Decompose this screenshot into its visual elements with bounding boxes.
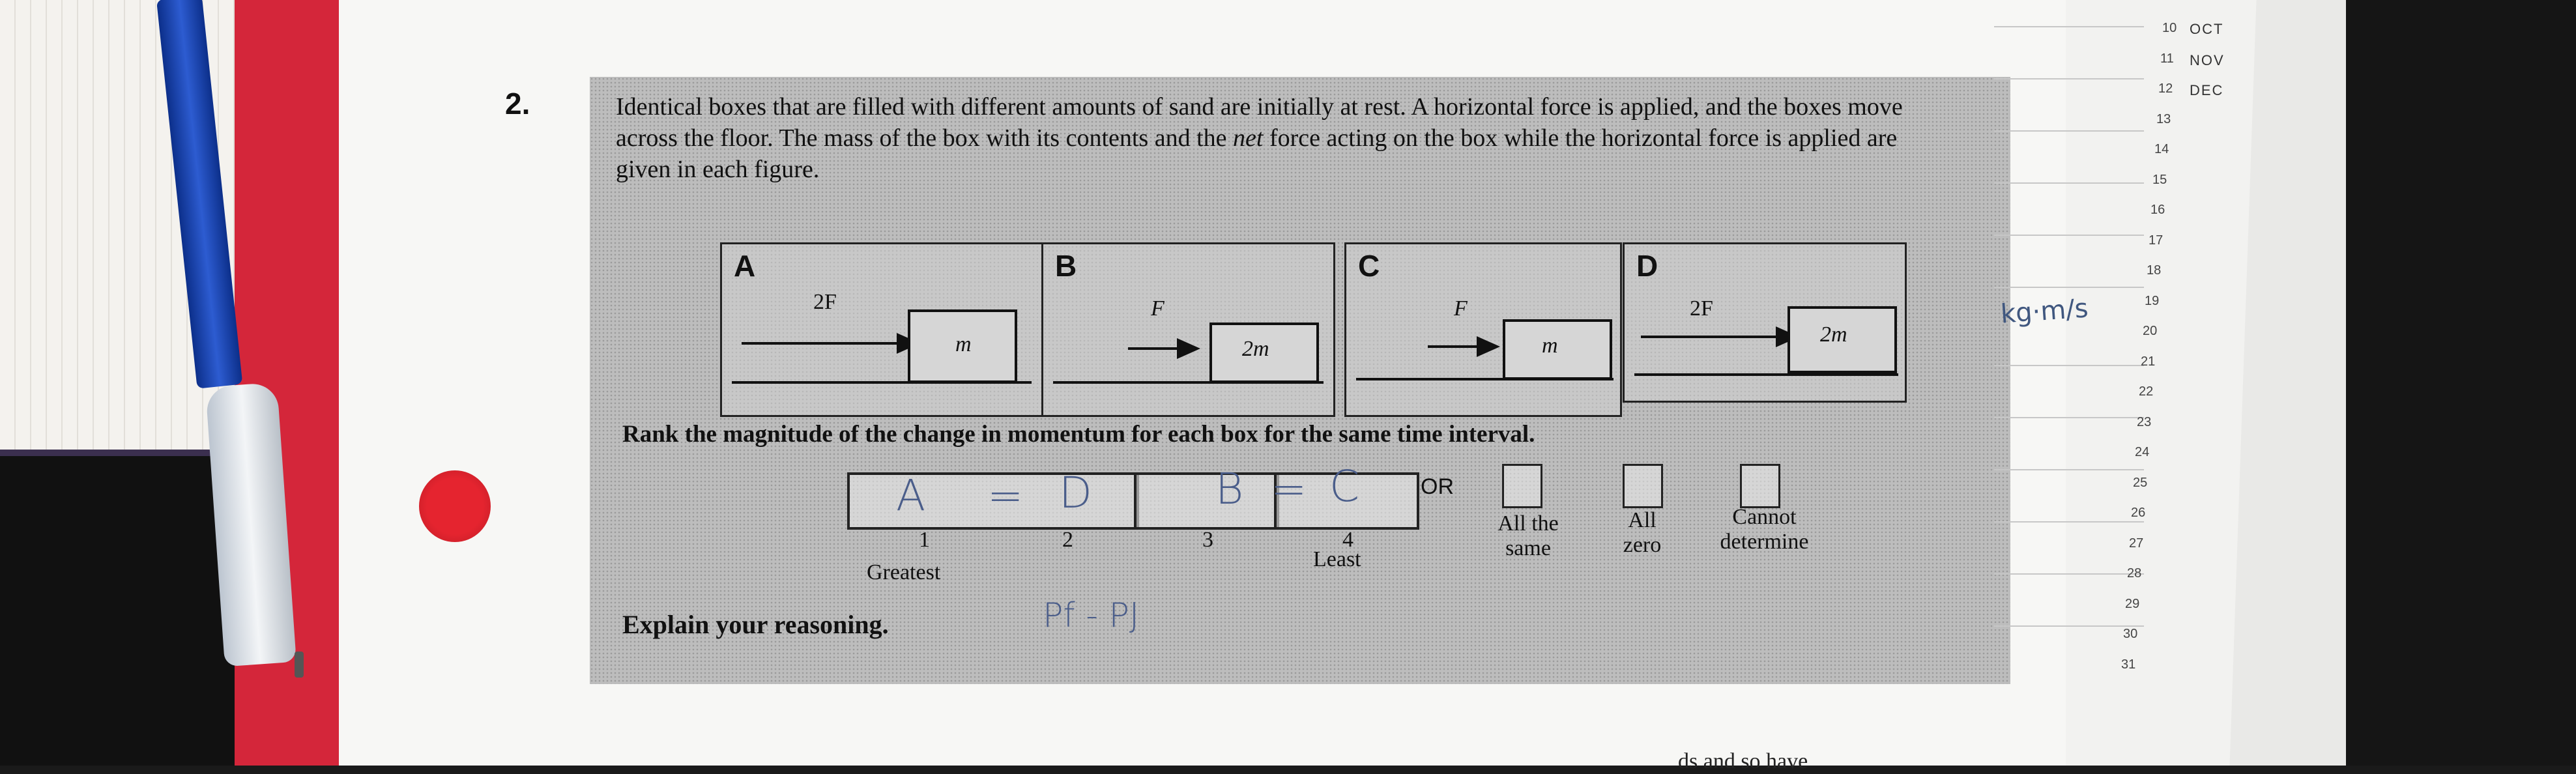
calendar-day: 26 xyxy=(2131,506,2146,520)
calendar-day: 31 xyxy=(2121,657,2136,672)
mass-label: m xyxy=(1542,334,1558,358)
mass-label: 2m xyxy=(1820,322,1847,347)
force-arrow xyxy=(1641,336,1778,338)
figure-b xyxy=(1041,242,1335,417)
calendar-day: 16 xyxy=(2150,203,2165,217)
calendar-day: 23 xyxy=(2137,414,2152,429)
notebook-rule xyxy=(1994,625,2144,627)
all-same-checkbox[interactable] xyxy=(1502,464,1542,508)
rank-number: 2 xyxy=(1062,528,1073,552)
cannot-determine-checkbox[interactable] xyxy=(1740,464,1780,508)
calendar-day: 14 xyxy=(2154,142,2169,156)
cannot-determine-label: Cannot determine xyxy=(1720,505,1809,554)
handwritten-answer: Pf - PJ xyxy=(1043,596,1140,635)
rank-number: 4 xyxy=(1342,528,1353,552)
figure-label: A xyxy=(734,249,756,283)
floor-line xyxy=(1634,373,1898,376)
rank-slot-2[interactable] xyxy=(1134,472,1279,530)
handwritten-rank-c: C xyxy=(1329,461,1360,511)
calendar-day: 15 xyxy=(2152,172,2167,187)
arrowhead-icon xyxy=(1477,336,1500,357)
question-text-start: Identical boxes that are filled with different amounts of sand are initially at rest. A horizontal force is applied, and the boxes move across the floor. The mass of the box with its contents and the xyxy=(616,93,1903,152)
greatest-label: Greatest xyxy=(867,560,941,584)
question-text xyxy=(616,91,1952,185)
calendar-day: 21 xyxy=(2141,354,2156,369)
calendar-day: 17 xyxy=(2149,233,2164,248)
force-arrow xyxy=(1428,345,1480,348)
force-label: F xyxy=(1151,296,1165,321)
force-label: F xyxy=(1454,296,1468,321)
calendar-day: 20 xyxy=(2143,324,2158,338)
calendar-month: OCT xyxy=(2190,21,2224,37)
least-label: Least xyxy=(1313,547,1361,571)
arrowhead-icon xyxy=(1177,338,1200,359)
force-arrow xyxy=(1128,347,1180,350)
or-label: OR xyxy=(1421,474,1454,499)
figure-label: C xyxy=(1358,249,1380,283)
question-text-end: force acting on the box while the horizontal force is applied are given in each figure. xyxy=(616,124,1898,183)
notebook-rule xyxy=(1994,182,2144,184)
notebook-rule xyxy=(1994,235,2144,236)
calendar-day: 24 xyxy=(2135,445,2150,459)
calendar-day: 30 xyxy=(2123,627,2138,641)
figure-label: D xyxy=(1636,249,1658,283)
force-label: 2F xyxy=(1690,296,1713,321)
calendar-day: 22 xyxy=(2139,384,2154,399)
all-same-label: All the same xyxy=(1498,511,1559,560)
figure-d xyxy=(1623,242,1907,403)
notebook-rule xyxy=(1994,417,2144,418)
partial-page-text: ds and so have xyxy=(1678,749,1808,773)
floor-line xyxy=(1356,378,1614,380)
mass-label: 2m xyxy=(1242,337,1269,361)
handwritten-rank-a: A xyxy=(896,470,926,521)
calendar-day: 29 xyxy=(2125,596,2140,611)
rank-number: 3 xyxy=(1202,528,1213,552)
calendar-day: 27 xyxy=(2129,536,2144,551)
notebook-rule xyxy=(1994,78,2144,79)
notebook-rule xyxy=(1994,26,2144,27)
handwritten-rank-b: B xyxy=(1215,464,1244,514)
punched-hole xyxy=(419,470,491,542)
question-text-net: net xyxy=(1233,124,1264,152)
notebook-rule xyxy=(1994,469,2144,470)
calendar-day: 13 xyxy=(2156,111,2171,126)
figure-c xyxy=(1344,242,1622,417)
force-label: 2F xyxy=(813,290,837,314)
handwritten-equals: = xyxy=(1271,464,1307,514)
calendar-month: DEC xyxy=(2190,82,2224,98)
mass-label: m xyxy=(955,332,972,356)
floor-line xyxy=(732,381,1032,384)
floor-line xyxy=(1053,381,1324,384)
all-zero-label: All zero xyxy=(1623,508,1662,557)
all-zero-checkbox[interactable] xyxy=(1623,464,1663,508)
notebook-rule xyxy=(1994,521,2144,523)
calendar-day: 10 xyxy=(2162,21,2177,35)
figure-label: B xyxy=(1055,249,1077,283)
calendar-day: 25 xyxy=(2133,475,2148,490)
calendar-day: 28 xyxy=(2127,566,2142,580)
figure-a xyxy=(720,242,1043,417)
question-number: 2. xyxy=(505,87,530,121)
pen-point xyxy=(295,652,304,678)
force-arrow xyxy=(742,342,898,345)
handwritten-rank-d: D xyxy=(1059,468,1092,518)
notebook-rule xyxy=(1994,573,2144,575)
calendar-day: 18 xyxy=(2147,263,2162,278)
notebook-rule xyxy=(1994,287,2144,288)
notebook-handwriting: kg·m/s xyxy=(1999,293,2090,330)
explain-label: Explain your reasoning. xyxy=(622,610,889,639)
notebook-rule xyxy=(1994,130,2144,132)
calendar-day: 19 xyxy=(2145,293,2160,308)
rank-number: 1 xyxy=(919,528,930,552)
calendar-day: 11 xyxy=(2160,51,2174,66)
ranking-prompt: Rank the magnitude of the change in momentum for each box for the same time interval. xyxy=(622,421,1535,448)
calendar-month: NOV xyxy=(2190,52,2225,68)
calendar-day: 12 xyxy=(2158,81,2173,96)
notebook-rule xyxy=(1994,365,2144,366)
handwritten-equals: = xyxy=(987,470,1024,521)
